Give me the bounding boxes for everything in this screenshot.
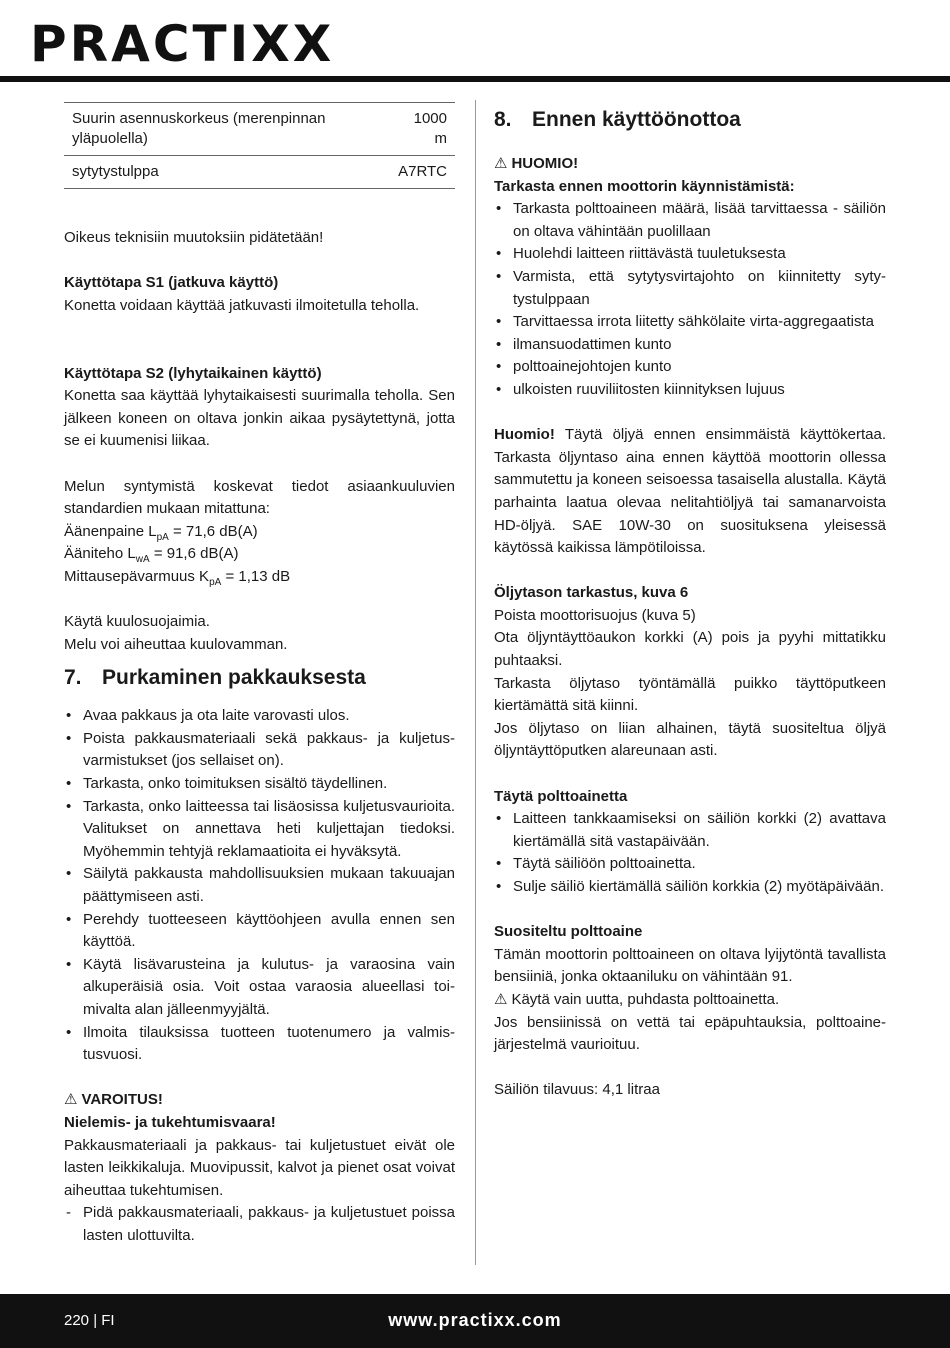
list-item: • ilmansuodattimen kunto [494,334,886,357]
noise-intro: Melun syntymistä koskevat tiedot asiaankuuluvien standardien mukaan mitattuna: [64,477,455,518]
header-rule [0,76,950,82]
oil-note: Huomio! Täytä öljyä ennen ensimmäistä käyttökertaa. Tarkasta öljyntaso aina ennen käyttöä moottorin ollessa sammutettu ja koneen seisoessa tasaisella alustalla. Käytä parhainta laatua olevaa nelitahtiöljyä tai samanarvoista HD-öljyä. SAE 10W-30 on suosituksеna yleisessä käytössä kaikissa lämpötiloissa. [494,426,886,557]
fuel-fill-title: Täytä polttoainetta [494,787,628,805]
spec-value: 1000 m [389,103,455,156]
left-column [64,100,455,1248]
column-divider [475,100,476,1265]
list-item: • Ilmoita tilauksissa tuotteen tuotenumero ja valmistusvuosi. [64,1022,455,1067]
s2-text: Konetta saa käyttää lyhytaikaisesti suurimalla teholla. Sen jälkeen koneen on oltava jonkin aikaa pysäytettynä, jotta se ei kuumenisi liikaa. [64,387,455,450]
list-item: • Perehdy tuotteeseen käyttöohjeen avulla ennen sen käyttöä. [64,909,455,954]
warning-icon: ⚠ [494,990,508,1008]
spec-label: sytytystulppa [64,156,389,189]
warning-icon: ⚠ [494,155,508,172]
list-item: • Poista pakkausmateriaali sekä pakkaus- ja kuljetusvarmistukset (jos sellaiset on). [64,728,455,773]
brand-logo: PRACTIXX [30,15,335,73]
precheck-list [494,198,886,401]
oil-check-line: Poista moottorisuojus (kuva 5) [494,606,696,624]
oil-check-line: Ota öljyntäyttöaukon korkki (A) pois ja pyyhi mittatikku puhtaaksi. [494,629,886,670]
list-item: • Huolehdi laitteen riittävästä tuuletuksesta [494,243,886,266]
list-item: • Laitteen tankkaamiseksi on säiliön korkki (2) avattava kiertämällä sitä vastapäivään. [494,808,886,853]
list-item: • Tarkasta, onko toimituksen sisältö täydellinen. [64,773,455,796]
list-item: - Pidä pakkausmateriaali, pakkaus- ja kuljetustuet poissa lasten ulottuvilta. [64,1202,455,1247]
list-item: • ulkoisten ruuviliitosten kiinnityksen lujuus [494,379,886,402]
hearing-warning: Melu voi aiheuttaa kuulovamman. [64,635,288,653]
list-item: • Tarvittaessa irrota liitetty sähkölaite virta-aggregaatista [494,311,886,334]
notice-subtitle: Tarkasta ennen moottorin käynnistämistä: [494,177,795,195]
warning-list [64,1202,455,1247]
list-item: • Tarkasta, onko laitteessa tai lisäosissa kuljetusvaurioita. Valitukset on annettava heti kuljettajan tiedoksi. Myöhemmin tehtyjä reklamaatioita ei hyväksytä. [64,796,455,864]
list-item: • Täytä säiliöön polttoainetta. [494,853,886,876]
warning-text: Pakkausmateriaali ja pakkaus- tai kuljetustuet eivät ole lasten leikkikaluja. Muovipussit, kalvot ja pienet osat voivat aiheuttaa tukehtumisen. [64,1136,455,1199]
noise-line: Mittausepävarmuus $K_{pA} = 1,13$ dB [64,567,291,588]
spec-value: A7RTC [389,156,455,189]
list-item: • Säilytä pakkausta mahdollisuuksien mukaan takuuajan päättymiseen asti. [64,863,455,908]
list-item: • Tarkasta polttoaineen määrä, lisää tarvittaessa - säiliön on oltava vähintään puolillaan [494,198,886,243]
notice-heading: ⚠ HUOMIO! [494,153,886,176]
list-item: • Avaa pakkaus ja ota laite varovasti ulos. [64,705,455,728]
spec-label: Suurin asennuskorkeus (merenpinnan yläpuolella) [64,103,389,156]
spec-table [64,102,455,189]
list-item: • Varmista, että sytytysvirtajohto on kiinnitetty sytytystulppaan [494,266,886,311]
page-number: 220 | FI [64,1312,115,1329]
noise-line: Äänenpaine $L_{pA} = 71,6$ dB(A) [64,522,258,543]
list-item: • Käytä lisävarusteina ja kulutus- ja varaosina vain alkuperäisiä osia. Voit ostaa varaosia alueellasi toimivalta alan jälleenmyyjältä. [64,954,455,1022]
oil-check-line: Tarkasta öljytaso työntämällä puikko täyttöputkeen kiertämättä sitä kiinni. [494,674,886,715]
fuel-fill-list [494,808,886,898]
list-item: • Sulje säiliö kiertämällä säiliön korkkia (2) myötäpäivään. [494,876,886,899]
warning-subtitle: Nielemis- ja tukehtumisvaara! [64,1113,276,1131]
table-row [64,103,455,156]
s2-title: Käyttötapa S2 (lyhytaikainen käyttö) [64,364,322,382]
warning-heading: ⚠ VAROITUS! [64,1089,455,1112]
tank-capacity: Säiliön tilavuus: 4,1 litraa [494,1081,660,1099]
tech-note: Oikeus teknisiin muutoksiin pidätetään! [64,229,324,246]
unpacking-list [64,705,455,1067]
fuel-rec-warning: ⚠ Käytä vain uutta, puhdasta polttoainetta. [494,989,886,1012]
website-link[interactable]: www.practixx.com [388,1310,562,1330]
fuel-rec-title: Suositeltu polttoaine [494,923,643,941]
oil-check-title: Öljytason tarkastus, kuva 6 [494,584,689,602]
fuel-rec-text: Tämän moottorin polttoaineen on oltava lyijytöntä tavallista bensiiniä, jonka oktaaniluku on vähintään 91. [494,945,886,986]
s1-title: Käyttötapa S1 (jatkuva käyttö) [64,274,279,292]
table-row [64,156,455,189]
right-column [494,100,886,1102]
oil-check-line: Jos öljytaso on liian alhainen, täytä suositeltua öljyä öljyntäyttöputken alareunaan asti. [494,719,886,760]
list-item: • polttoainejohtojen kunto [494,356,886,379]
noise-line: Ääniteho $L_{wA} = 91,6$ dB(A) [64,545,239,566]
s1-text: Konetta voidaan käyttää jatkuvasti ilmoitetulla teholla. [64,296,420,314]
section-7-heading: 7. Purkaminen pakkauksesta [64,666,366,690]
fuel-rec-text2: Jos bensiinissä on vettä tai epäpuhtauksia, polttoainejärjestelmä vaurioituu. [494,1013,886,1054]
hearing-protection: Käytä kuulosuojaimia. [64,613,210,631]
warning-icon: ⚠ [64,1091,78,1109]
page-footer [0,1294,950,1348]
section-8-heading: 8. Ennen käyttöönottoa [494,108,741,131]
